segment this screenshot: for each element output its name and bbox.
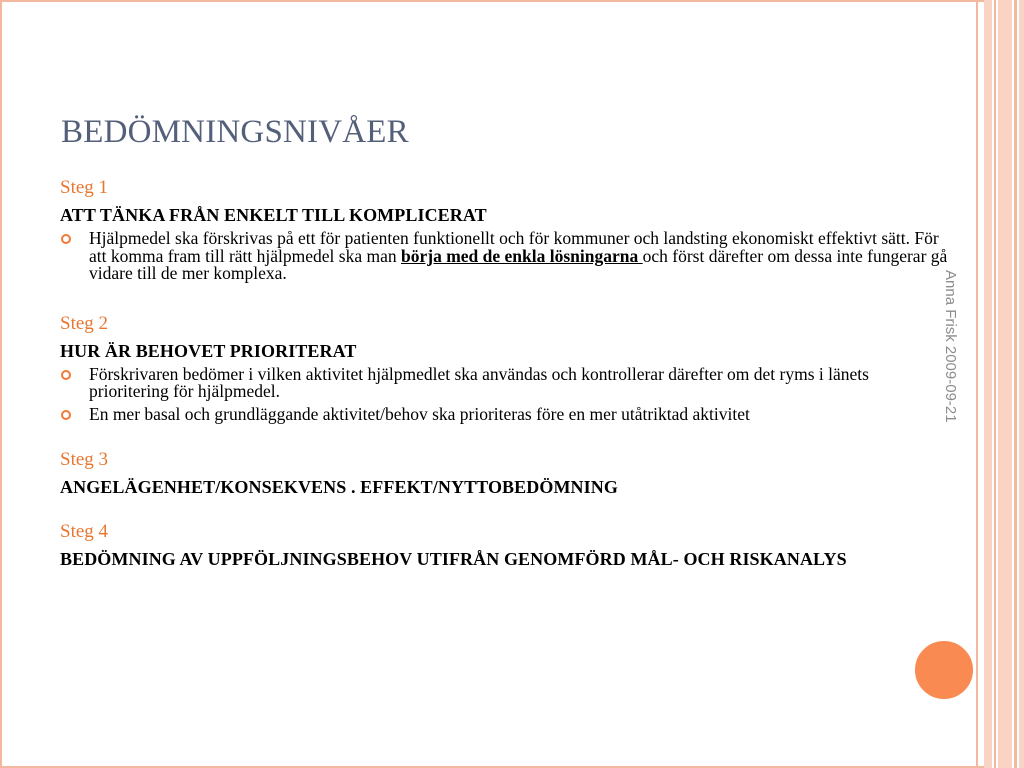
frame-top-border (0, 0, 987, 2)
bullet-text: En mer basal och grundläggande aktivitet/behov ska prioriteras före en mer utåtriktad aktivitet (89, 403, 750, 424)
step-heading: ANGELÄGENHET/KONSEKVENS . EFFEKT/NYTTOBEDÖMNING (60, 477, 618, 497)
bullet-list (60, 363, 950, 424)
step-label: Steg 1 (60, 177, 109, 198)
bullet-text: Förskrivaren bedömer i vilken aktivitet hjälpmedlet ska användas och kontrollerar därefter om det ryms i länets prioritering för hjälpmedel. (89, 363, 869, 401)
decor-stripe (1014, 0, 1017, 768)
bullet-item (60, 230, 950, 283)
bullet-item (60, 363, 950, 401)
step-3 (60, 448, 950, 500)
step-heading: BEDÖMNING AV UPPFÖLJNINGSBEHOV UTIFRÅN GENOMFÖRD MÅL- OCH RISKANALYS (60, 549, 847, 569)
step-label: Steg 3 (60, 449, 109, 470)
step-label: Steg 2 (60, 312, 109, 334)
step-2 (60, 312, 950, 424)
bullet-item (60, 403, 950, 424)
frame-left-border (0, 0, 2, 768)
step-1 (60, 176, 950, 283)
step-4 (60, 520, 950, 572)
decor-stripe (994, 0, 996, 768)
decor-stripe (976, 0, 978, 768)
emphasized-text: börja med de enkla lösningarna (401, 245, 643, 266)
decor-stripe (984, 0, 992, 768)
slide-title: BEDÖMNINGSNIVÅER (61, 114, 409, 150)
bullet-ring-icon (61, 370, 71, 380)
step-label: Steg 4 (60, 521, 109, 542)
bullet-list (60, 230, 950, 283)
author-date-note: Anna Frisk 2009-09-21 (942, 270, 959, 423)
decor-stripe (1019, 0, 1024, 768)
step-heading: HUR ÄR BEHOVET PRIORITERAT (60, 340, 357, 361)
bullet-ring-icon (61, 234, 71, 244)
slide-content (60, 176, 950, 572)
bullet-ring-icon (61, 410, 71, 420)
decor-stripe (998, 0, 1012, 768)
bullet-text: Hjälpmedel ska förskrivas på ett för patienten funktionellt och för kommuner och landsting ekonomiskt effektivt sätt. För att komma fram till rätt hjälpmedel ska man (89, 228, 939, 266)
bullet-text: och först därefter om dessa inte fungerar gå vidare till de mer komplexa. (89, 245, 948, 283)
step-heading: ATT TÄNKA FRÅN ENKELT TILL KOMPLICERAT (60, 205, 487, 225)
decor-circle (913, 639, 975, 701)
